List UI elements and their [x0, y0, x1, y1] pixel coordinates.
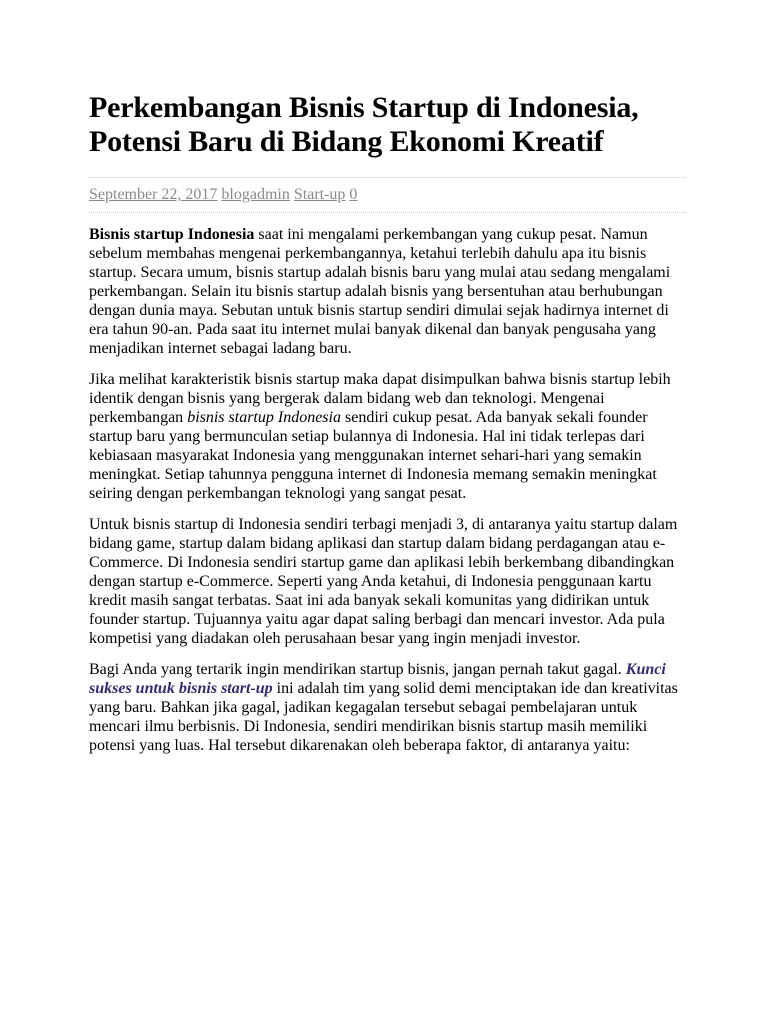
- paragraph-characteristics: [89, 370, 686, 503]
- text-run: Untuk bisnis startup di Indonesia sendiri terbagi menjadi 3, di antaranya yaitu startup dalam bidang game, startup dalam bidang aplikasi dan startup dalam bidang perdagangan atau e-Commerce. Di Indonesia sendiri startup game dan aplikasi lebih berkembang dibandingkan dengan startup e-Commerce. Seperti yang Anda ketahui, di Indonesia penggunaan kartu kredit masih sangat terbatas. Saat ini ada banyak sekali komunitas yang didirikan untuk founder startup. Tujuannya yaitu agar dapat saling berbagi dan mencari investor. Ada pula kompetisi yang diadakan oleh perusahaan besar yang ingin menjadi investor.: [89, 516, 678, 648]
- post-date-link[interactable]: September 22, 2017: [89, 186, 218, 204]
- paragraph-advice: [89, 660, 686, 755]
- page-title-line-2: Potensi Baru di Bidang Ekonomi Kreatif: [89, 124, 604, 158]
- page-title-line-1: Perkembangan Bisnis Startup di Indonesia,: [89, 91, 639, 124]
- page-title: [89, 91, 686, 158]
- text-run: sendiri cukup pesat. Ada banyak sekali founder startup baru yang bermunculan setiap bulannya di Indonesia. Hal ini tidak terlepas dari kebiasaan masyarakat Indonesia yang menggunakan internet sehari-hari yang semakin meningkat. Setiap tahunnya pengguna internet di Indonesia memang semakin meningkat seiring dengan perkembangan teknologi yang sangat pesat.: [89, 409, 657, 503]
- text-run: bisnis startup Indonesia: [187, 409, 341, 427]
- post-author-link[interactable]: blogadmin: [221, 186, 290, 204]
- text-run: ini adalah tim yang solid demi menciptakan ide dan kreativitas yang baru. Bahkan jika gagal, jadikan kegagalan tersebut sebagai pembelajaran untuk mencari ilmu berbisnis. Di Indonesia, sendiri mendirikan bisnis startup masih memiliki potensi yang luas. Hal tersebut dikarenakan oleh beberapa faktor, di antaranya yaitu:: [89, 680, 678, 755]
- text-run: Bisnis startup Indonesia: [89, 226, 255, 244]
- text-run: Jika melihat karakteristik bisnis startup maka dapat disimpulkan bahwa bisnis startup lebih identik dengan bisnis yang bergerak dalam bidang web dan teknologi. Mengenai perkembangan: [89, 371, 671, 427]
- text-run: saat ini mengalami perkembangan yang cukup pesat. Namun sebelum membahas mengenai perkembangannya, ketahui terlebih dahulu apa itu bisnis startup. Secara umum, bisnis startup adalah bisnis baru yang mulai atau sedang mengalami perkembangan. Selain itu bisnis startup adalah bisnis yang bersentuhan atau berhubungan dengan dunia maya. Sebutan untuk bisnis startup sendiri dimulai sejak hadirnya internet di era tahun 90-an. Pada saat itu internet mulai banyak dikenal dan banyak pengusaha yang menjadikan internet sebagai ladang baru.: [89, 226, 671, 358]
- comment-count-link[interactable]: 0: [349, 186, 358, 204]
- text-run: Bagi Anda yang tertarik ingin mendirikan startup bisnis, jangan pernah takut gagal.: [89, 661, 626, 679]
- paragraph-categories: [89, 515, 686, 648]
- post-category-link[interactable]: Start-up: [293, 186, 346, 204]
- post-meta-bar: [89, 177, 686, 213]
- paragraph-intro: [89, 225, 686, 358]
- inline-article-link[interactable]: Kunci sukses untuk bisnis start-up: [89, 661, 666, 698]
